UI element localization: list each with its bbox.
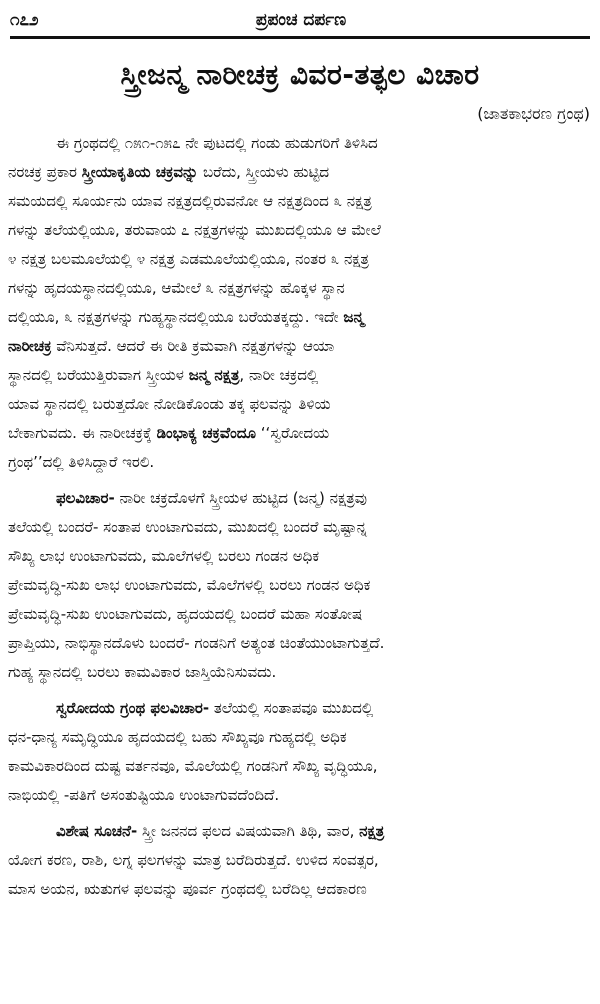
text-line [8, 332, 592, 361]
text-line [8, 781, 592, 810]
text-run: ಪ್ರೇಮವೃದ್ಧಿ-ಸುಖ ಲಾಭ ಉಂಟಾಗುವದು, ಮೊಲೆಗಳಲ್ಲಿ ಬರಲು ಗಂಡನ ಅಧಿಕ [8, 576, 371, 594]
text-run: , ನಾರೀ ಚಕ್ರದಲ್ಲಿ [239, 366, 319, 384]
paragraph [8, 694, 592, 810]
text-line [8, 158, 592, 187]
text-run: ಈ ಗ್ರಂಥದಲ್ಲಿ ೧೫೧-೧೫೭ ನೇ ಪುಟದಲ್ಲಿ ಗಂಡು ಹುಡುಗರಿಗೆ ತಿಳಿಸಿದ [56, 134, 378, 152]
text-line [8, 274, 592, 303]
text-line [8, 361, 592, 390]
paragraph [8, 129, 592, 477]
paragraph [8, 484, 592, 687]
text-line [8, 694, 592, 723]
bold-term: ಡಿಂಭಾಕ್ಯ ಚಕ್ರವೆಂದೂ [156, 424, 257, 442]
text-run: ಗಳನ್ನು ತಲೆಯಲ್ಲಿಯೂ, ತರುವಾಯ ೭ ನಕ್ಷತ್ರಗಳನ್ನು ಮುಖದಲ್ಲಿಯೂ ಆ ಮೇಲೆ [8, 221, 381, 239]
text-run: ನರಚಕ್ರ ಪ್ರಕಾರ [8, 163, 82, 181]
text-line [8, 542, 592, 571]
text-run: ಸ್ಥಾನದಲ್ಲಿ ಬರೆಯುತ್ತಿರುವಾಗ ಸ್ತ್ರೀಯಳ [8, 366, 189, 384]
text-run: ‘‘ಸ್ವರೋದಯ [256, 424, 330, 442]
bold-term: ಸ್ತ್ರೀಯಾಕೃತಿಯ ಚಕ್ರವನ್ನು [81, 163, 199, 181]
text-line [8, 419, 592, 448]
text-run: ಯೋಗ ಕರಣ, ರಾಶಿ, ಲಗ್ನ ಫಲಗಳನ್ನು ಮಾತ್ರ ಬರೆದಿರುತ್ತದೆ. ಉಳಿದ ಸಂವತ್ಸರ, [8, 851, 379, 869]
text-run: ವೆನಿಸುತ್ತದೆ. ಆದರೆ ಈ ರೀತಿ ಕ್ರಮವಾಗಿ ನಕ್ಷತ್ರಗಳನ್ನು ಆಯಾ [51, 337, 335, 355]
text-run: ನಾರೀ ಚಕ್ರದೊಳಗೆ ಸ್ತ್ರೀಯಳ ಹುಟ್ಟಿದ (ಜನ್ಮ) ನಕ್ಷತ್ರವು [114, 489, 367, 507]
text-line [8, 658, 592, 687]
bold-term: ನಾರೀಚಕ್ರ [8, 337, 52, 355]
text-run: ಗ್ರಂಥ’’ದಲ್ಲಿ ತಿಳಿಸಿದ್ದಾರೆ ಇರಲಿ. [8, 453, 155, 471]
text-line [8, 600, 592, 629]
text-run: ಗಳನ್ನು ಹೃದಯಸ್ಥಾನದಲ್ಲಿಯೂ, ಆಮೇಲೆ ೩ ನಕ್ಷತ್ರಗಳನ್ನು ಹೊಕ್ಕಳ ಸ್ಥಾನ [8, 279, 345, 297]
text-run: ೪ ನಕ್ಷತ್ರ ಬಲಮೂಲೆಯಲ್ಲಿ ೪ ನಕ್ಷತ್ರ ಎಡಮೂಲೆಯಲ್ಲಿಯೂ, ನಂತರ ೩ ನಕ್ಷತ್ರ [8, 250, 369, 268]
text-run: ತಲೆಯಲ್ಲಿ ಬಂದರೆ- ಸಂತಾಪ ಉಂಟಾಗುವದು, ಮುಖದಲ್ಲಿ ಬಂದರೆ ಮೃಷ್ಟಾನ್ನ [8, 518, 368, 536]
header-rule [10, 36, 590, 39]
text-run: ಧನ-ಧಾನ್ಯ ಸಮೃದ್ಧಿಯೂ ಹೃದಯದಲ್ಲಿ ಬಹು ಸೌಖ್ಯವೂ ಗುಹ್ಯದಲ್ಲಿ ಅಧಿಕ [8, 728, 347, 746]
bold-term: ಫಲವಿಚಾರ- [56, 489, 115, 507]
text-run: ಮಾಸ ಅಯನ, ಋತುಗಳ ಫಲವನ್ನು ಪೂರ್ವ ಗ್ರಂಥದಲ್ಲಿ ಬರೆದಿಲ್ಲ ಆದಕಾರಣ [8, 880, 367, 898]
text-line [8, 629, 592, 658]
page-number: ೧೭೨ [10, 10, 39, 30]
text-run: ಯಾವ ಸ್ಥಾನದಲ್ಲಿ ಬರುತ್ತದೋ ನೋಡಿಕೊಂಡು ತಕ್ಕ ಫಲವನ್ನು ತಿಳಿಯ [8, 395, 331, 413]
text-line [8, 484, 592, 513]
text-line [8, 571, 592, 600]
running-header [8, 0, 592, 30]
source-note: (ಜಾತಕಾಭರಣ ಗ್ರಂಥ) [477, 104, 590, 123]
text-run: ಪ್ರಾಪ್ತಿಯು, ನಾಭಿಸ್ಥಾನದೊಳು ಬಂದರೆ- ಗಂಡನಿಗೆ ಅತ್ಯಂತ ಚಿಂತೆಯುಂಟಾಗುತ್ತದೆ. [8, 634, 385, 652]
text-run: ಗುಹ್ಯ ಸ್ಥಾನದಲ್ಲಿ ಬರಲು ಕಾಮವಿಕಾರ ಜಾಸ್ತಿಯೆನಿಸುವದು. [8, 663, 277, 681]
text-run: ತಲೆಯಲ್ಲಿ ಸಂತಾಪವೂ ಮುಖದಲ್ಲಿ [209, 699, 374, 717]
text-line [8, 245, 592, 274]
text-run: ಸೌಖ್ಯ ಲಾಭ ಉಂಟಾಗುವದು, ಮೂಲೆಗಳಲ್ಲಿ ಬರಲು ಗಂಡನ ಅಧಿಕ [8, 547, 320, 565]
chapter-title: ಸ್ತ್ರೀಜನ್ಮ ನಾರೀಚಕ್ರ ವಿವರ-ತತ್ಫಲ ವಿಚಾರ [120, 58, 480, 91]
text-line [8, 187, 592, 216]
text-run: ದಲ್ಲಿಯೂ, ೩ ನಕ್ಷತ್ರಗಳನ್ನು ಗುಹ್ಯಸ್ಥಾನದಲ್ಲಿಯೂ ಬರೆಯತಕ್ಕದ್ದು. ಇದೇ [8, 308, 344, 326]
text-line [8, 303, 592, 332]
text-line [8, 448, 592, 477]
text-run: ಪ್ರೇಮವೃದ್ಧಿ-ಸುಖ ಉಂಟಾಗುವದು, ಹೃದಯದಲ್ಲಿ ಬಂದರೆ ಮಹಾ ಸಂತೋಷ [8, 605, 363, 623]
paragraph [8, 817, 592, 904]
text-run: ಕಾಮವಿಕಾರದಿಂದ ದುಷ್ಟ ವರ್ತನವೂ, ಮೊಲೆಯಲ್ಲಿ ಗಂಡನಿಗೆ ಸೌಖ್ಯ ವೃದ್ಧಿಯೂ, [8, 757, 378, 775]
text-line [8, 817, 592, 846]
text-line [8, 129, 592, 158]
text-run: ಬೇಕಾಗುವದು. ಈ ನಾರೀಚಕ್ರಕ್ಕೆ [8, 424, 157, 442]
text-line [8, 216, 592, 245]
bold-term: ನಕ್ಷತ್ರ [359, 822, 385, 840]
text-line [8, 513, 592, 542]
text-run: ಸಮಯದಲ್ಲಿ ಸೂರ್ಯನು ಯಾವ ನಕ್ಷತ್ರದಲ್ಲಿರುವನೋ ಆ ನಕ್ಷತ್ರದಿಂದ ೩ ನಕ್ಷತ್ರ [8, 192, 372, 210]
bold-term: ಸ್ವರೋದಯ ಗ್ರಂಥ ಫಲವಿಚಾರ- [56, 699, 210, 717]
bold-term: ಜನ್ಮ ನಕ್ಷತ್ರ [188, 366, 240, 384]
bold-term: ಜನ್ಮ [343, 308, 364, 326]
text-run: ನಾಭಿಯಲ್ಲಿ -ಪತಿಗೆ ಅಸಂತುಷ್ಟಿಯೂ ಉಂಟಾಗುವದೆಂದಿದೆ. [8, 786, 280, 804]
text-line [8, 846, 592, 875]
text-line [8, 390, 592, 419]
text-run: ಬರೆದು, ಸ್ತ್ರೀಯಳು ಹುಟ್ಟಿದ [198, 163, 330, 181]
bold-term: ವಿಶೇಷ ಸೂಚನೆ- [56, 822, 138, 840]
text-run: ಸ್ತ್ರೀ ಜನನದ ಫಲದ ವಿಷಯವಾಗಿ ತಿಥಿ, ವಾರ, [137, 822, 360, 840]
text-line [8, 752, 592, 781]
body-text [8, 129, 592, 904]
text-line [8, 723, 592, 752]
text-line [8, 875, 592, 904]
running-title: ಪ್ರಪಂಚ ದರ್ಪಣ [255, 10, 347, 30]
